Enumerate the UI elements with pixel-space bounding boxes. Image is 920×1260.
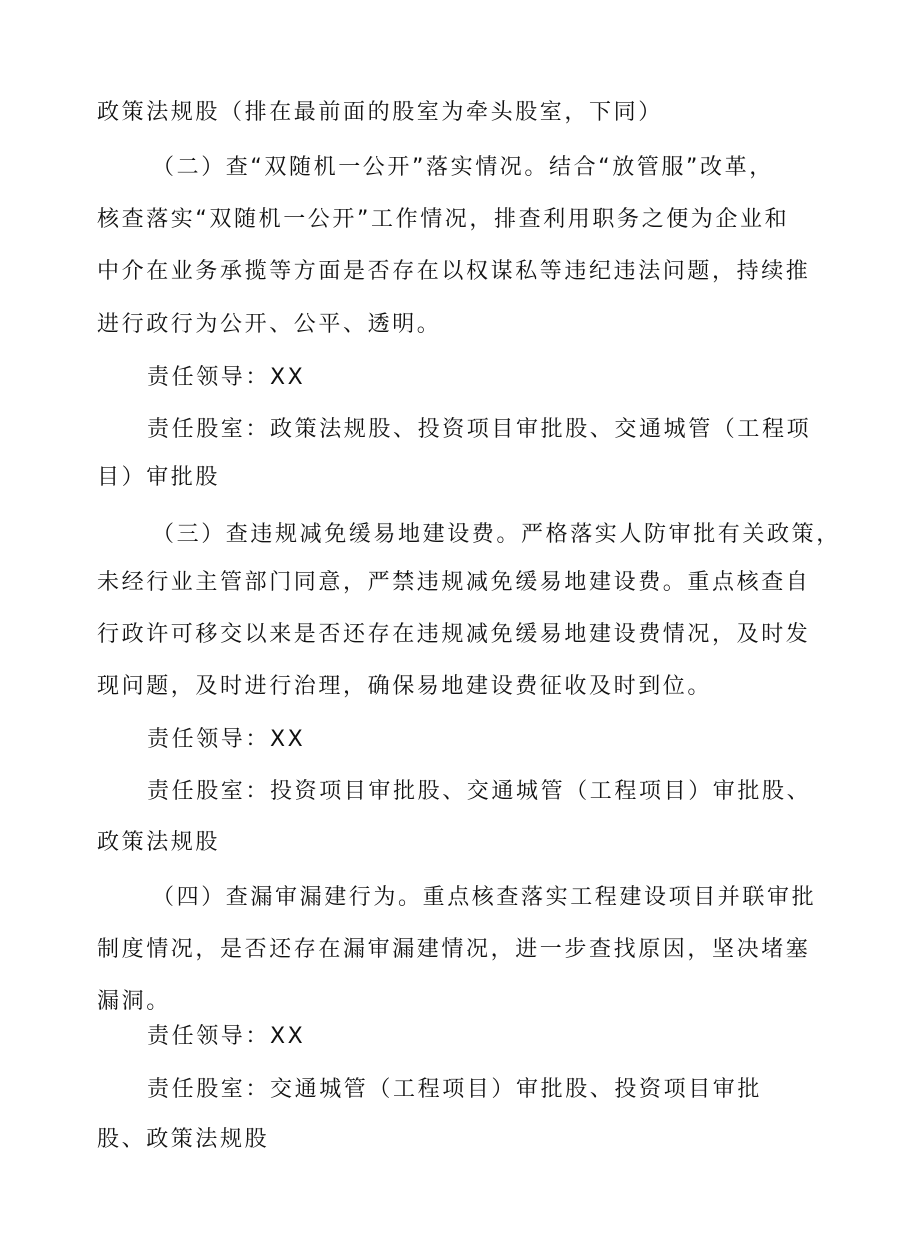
section-heading-4: （四）查漏审漏建行为。重点核查落实工程建设项目并联审批 xyxy=(152,885,817,910)
responsible-office: 责任股室：交通城管（工程项目）审批股、投资项目审批 xyxy=(147,1077,763,1102)
text-line: 股、政策法规股 xyxy=(97,1127,270,1152)
text-line: 漏洞。 xyxy=(97,989,171,1014)
section-heading-3: （三）查违规减免缓易地建设费。严格落实人防审批有关政策， xyxy=(152,522,841,547)
responsible-leader: 责任领导：XX xyxy=(147,727,306,752)
text-line: 制度情况，是否还存在漏审漏建情况，进一步查找原因，坚决堵塞 xyxy=(97,937,811,962)
text-line: 目）审批股 xyxy=(97,465,221,490)
text-line: 政策法规股 xyxy=(97,830,221,855)
responsible-leader: 责任领导：XX xyxy=(147,1024,306,1049)
text-line: 进行政行为公开、公平、透明。 xyxy=(97,312,442,337)
text-line: 中介在业务承揽等方面是否存在以权谋私等违纪违法问题，持续推 xyxy=(97,259,811,284)
responsible-office: 责任股室：政策法规股、投资项目审批股、交通城管（工程项 xyxy=(147,417,812,442)
text-line: 现问题，及时进行治理，确保易地建设费征收及时到位。 xyxy=(97,674,713,699)
text-line: 政策法规股（排在最前面的股室为牵头股室，下同） xyxy=(97,100,663,125)
section-heading-2: （二）查“双随机一公开”落实情况。结合“放管服”改革， xyxy=(152,155,774,180)
text-line: 未经行业主管部门同意，严禁违规减免缓易地建设费。重点核查自 xyxy=(97,570,811,595)
responsible-office: 责任股室：投资项目审批股、交通城管（工程项目）审批股、 xyxy=(147,779,812,804)
text-line: 核查落实“双随机一公开”工作情况，排查利用职务之便为企业和 xyxy=(97,207,790,232)
responsible-leader: 责任领导：XX xyxy=(147,365,306,390)
text-line: 行政许可移交以来是否还存在违规减免缓易地建设费情况，及时发 xyxy=(97,622,811,647)
